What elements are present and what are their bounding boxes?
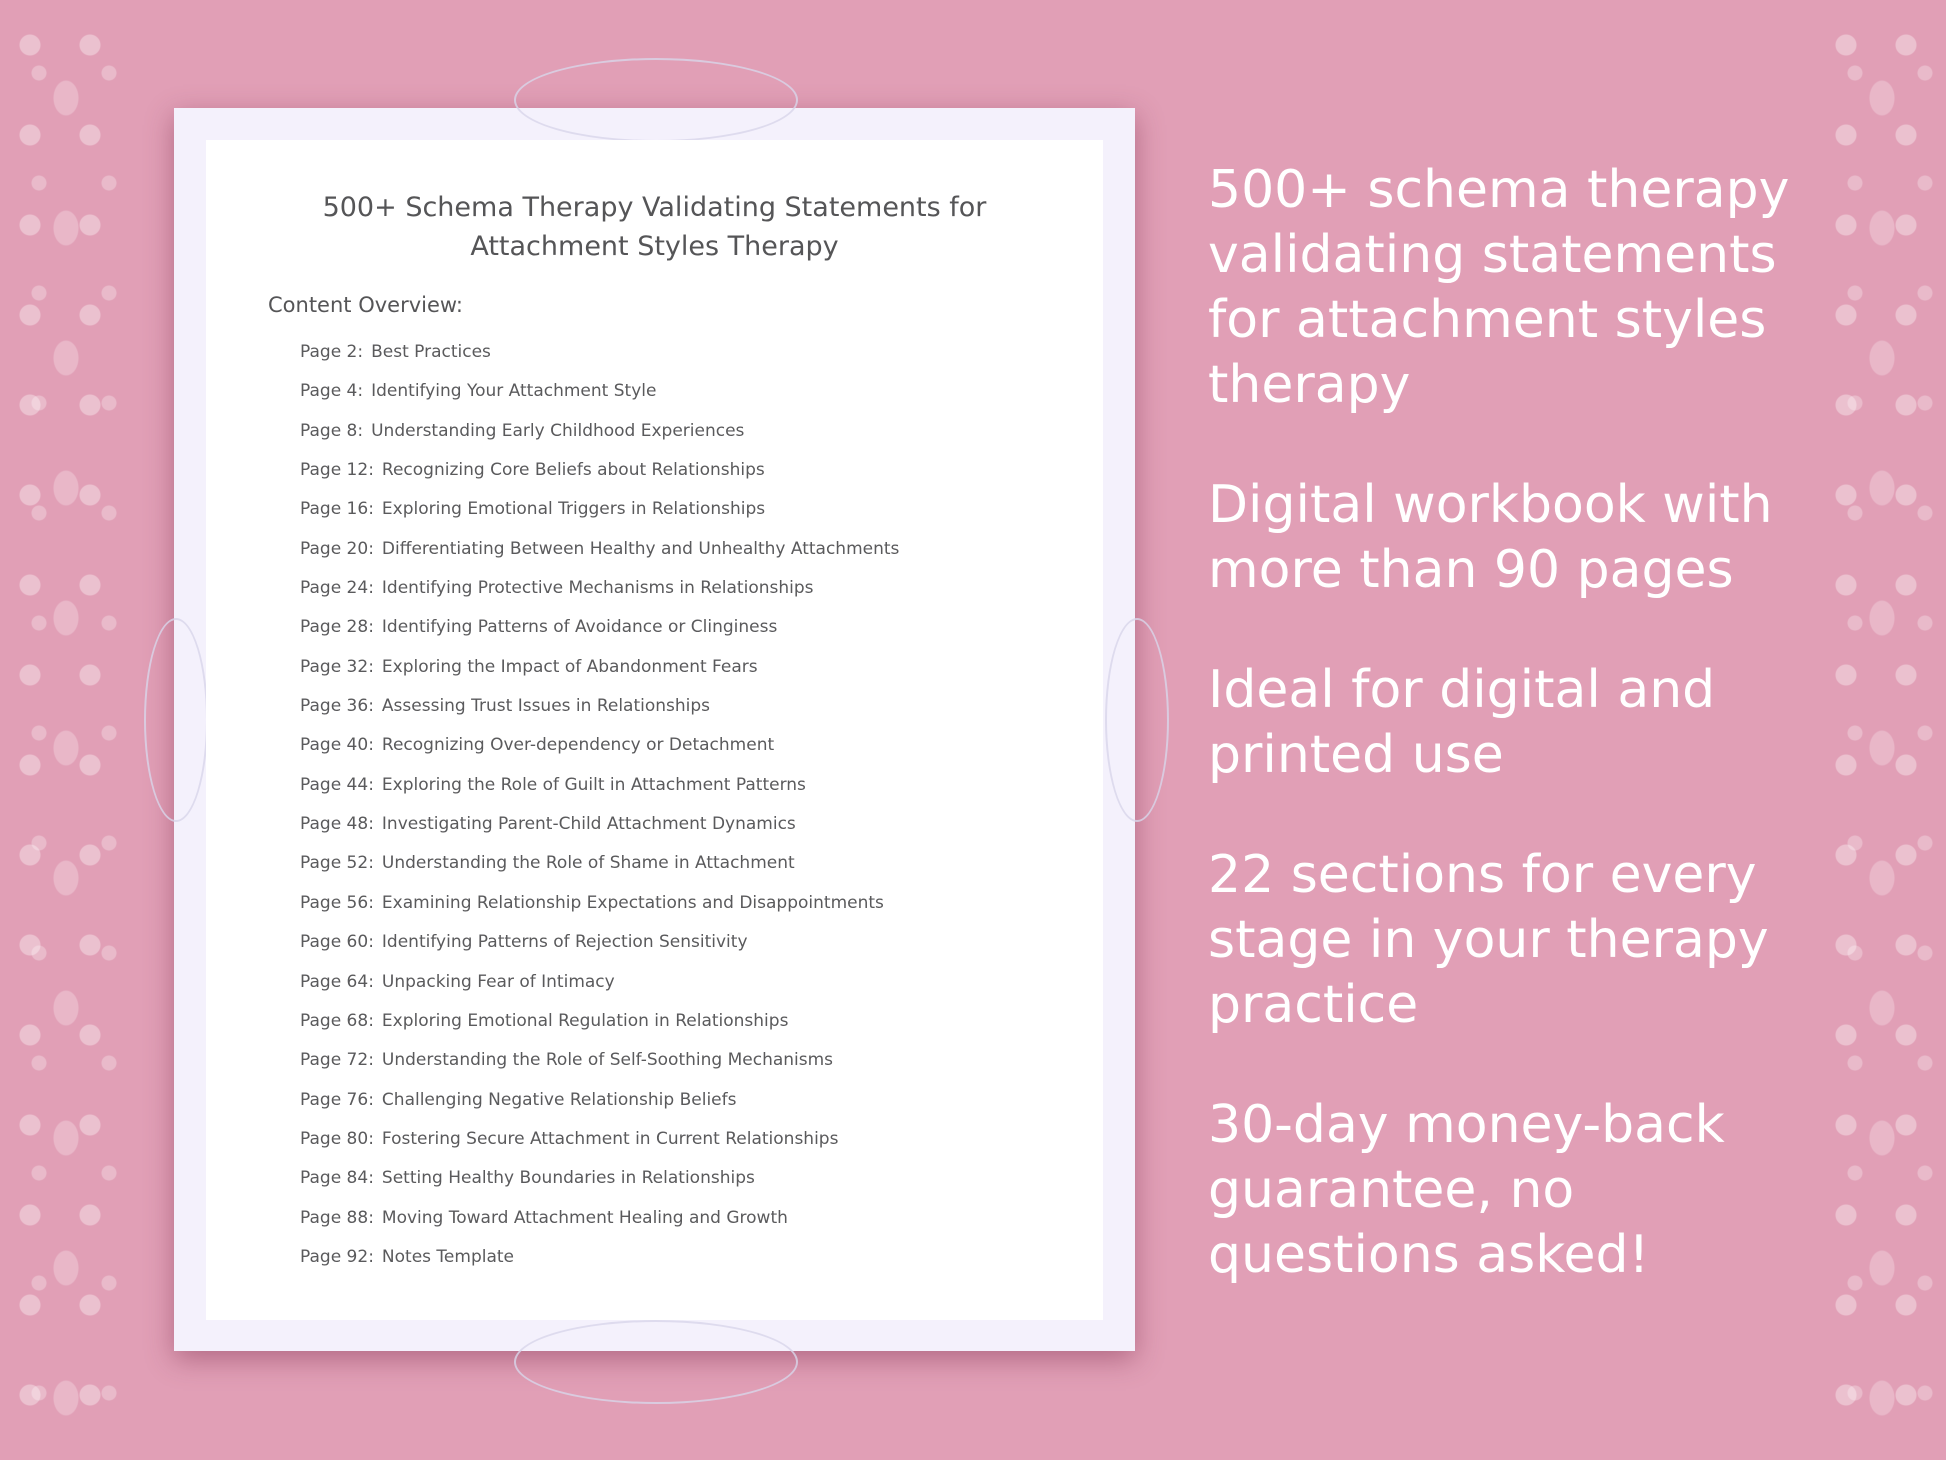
table-of-contents bbox=[300, 342, 899, 1286]
toc-item bbox=[300, 381, 899, 420]
toc-section-title: Unpacking Fear of Intimacy bbox=[381, 971, 615, 992]
toc-page-number: Page 16: bbox=[300, 499, 374, 520]
toc-page-number: Page 28: bbox=[300, 617, 374, 638]
toc-section-title: Moving Toward Attachment Healing and Growth bbox=[381, 1207, 788, 1228]
feature-item bbox=[1208, 158, 1908, 418]
content-overview-label: Content Overview: bbox=[268, 293, 463, 317]
toc-item bbox=[300, 499, 899, 538]
mandala-ornament-top bbox=[514, 58, 798, 142]
toc-section-title: Assessing Trust Issues in Relationships bbox=[381, 696, 711, 717]
feature-list bbox=[1208, 158, 1908, 1343]
document-title-line-2: Attachment Styles Therapy bbox=[470, 231, 839, 262]
toc-item bbox=[300, 460, 899, 499]
toc-page-number: Page 32: bbox=[300, 656, 374, 677]
feature-line: practice bbox=[1208, 975, 1419, 1035]
mandala-ornament-left bbox=[144, 618, 208, 822]
toc-item bbox=[300, 1168, 899, 1207]
toc-section-title: Notes Template bbox=[381, 1246, 514, 1267]
toc-item bbox=[300, 814, 899, 853]
toc-page-number: Page 56: bbox=[300, 892, 374, 913]
toc-page-number: Page 92: bbox=[300, 1246, 374, 1267]
toc-section-title: Setting Healthy Boundaries in Relationships bbox=[381, 1168, 755, 1189]
toc-item bbox=[300, 1208, 899, 1247]
feature-line: for attachment styles bbox=[1208, 290, 1767, 350]
toc-section-title: Challenging Negative Relationship Beliefs bbox=[381, 1089, 737, 1110]
document-preview bbox=[174, 108, 1135, 1351]
feature-line: stage in your therapy bbox=[1208, 910, 1769, 970]
toc-page-number: Page 68: bbox=[300, 1010, 374, 1031]
toc-section-title: Recognizing Core Beliefs about Relationships bbox=[381, 460, 765, 481]
toc-page-number: Page 12: bbox=[300, 460, 374, 481]
feature-item bbox=[1208, 473, 1908, 603]
toc-item bbox=[300, 1247, 899, 1286]
feature-line: printed use bbox=[1208, 725, 1504, 785]
toc-section-title: Examining Relationship Expectations and Disappointments bbox=[381, 892, 884, 913]
toc-section-title: Understanding the Role of Shame in Attachment bbox=[381, 853, 795, 874]
feature-line: Digital workbook with bbox=[1208, 475, 1773, 535]
toc-page-number: Page 2: bbox=[300, 342, 364, 362]
toc-item bbox=[300, 539, 899, 578]
toc-section-title: Identifying Your Attachment Style bbox=[371, 381, 657, 402]
toc-item bbox=[300, 657, 899, 696]
toc-section-title: Identifying Protective Mechanisms in Relationships bbox=[381, 578, 814, 599]
mandala-ornament-right bbox=[1105, 618, 1169, 822]
feature-item bbox=[1208, 658, 1908, 788]
toc-page-number: Page 64: bbox=[300, 971, 374, 992]
toc-item bbox=[300, 1011, 899, 1050]
toc-section-title: Identifying Patterns of Avoidance or Clinginess bbox=[381, 617, 778, 638]
toc-page-number: Page 40: bbox=[300, 735, 374, 756]
toc-section-title: Exploring Emotional Triggers in Relationships bbox=[381, 499, 766, 520]
toc-page-number: Page 88: bbox=[300, 1207, 374, 1228]
feature-item bbox=[1208, 1093, 1908, 1288]
toc-section-title: Best Practices bbox=[371, 342, 491, 362]
document-title bbox=[206, 188, 1103, 266]
toc-page-number: Page 60: bbox=[300, 932, 374, 953]
toc-section-title: Exploring the Role of Guilt in Attachment Patterns bbox=[381, 774, 806, 795]
toc-item bbox=[300, 578, 899, 617]
toc-page-number: Page 72: bbox=[300, 1050, 374, 1071]
toc-page-number: Page 24: bbox=[300, 578, 374, 599]
feature-line: therapy bbox=[1208, 355, 1411, 415]
toc-section-title: Recognizing Over-dependency or Detachment bbox=[381, 735, 775, 756]
toc-item bbox=[300, 1129, 899, 1168]
toc-page-number: Page 44: bbox=[300, 774, 374, 795]
feature-line: questions asked! bbox=[1208, 1225, 1650, 1285]
toc-page-number: Page 4: bbox=[300, 381, 364, 402]
toc-page-number: Page 20: bbox=[300, 538, 374, 559]
toc-item bbox=[300, 421, 899, 460]
toc-page-number: Page 84: bbox=[300, 1168, 374, 1189]
toc-page-number: Page 36: bbox=[300, 696, 374, 717]
feature-line: guarantee, no bbox=[1208, 1160, 1575, 1220]
toc-page-number: Page 80: bbox=[300, 1128, 374, 1149]
toc-item bbox=[300, 972, 899, 1011]
feature-line: 22 sections for every bbox=[1208, 845, 1757, 905]
floral-vine-decoration-left bbox=[0, 0, 130, 1460]
toc-item bbox=[300, 617, 899, 656]
toc-item bbox=[300, 1090, 899, 1129]
feature-item bbox=[1208, 843, 1908, 1038]
toc-item bbox=[300, 342, 899, 381]
toc-item bbox=[300, 1050, 899, 1089]
toc-item bbox=[300, 893, 899, 932]
toc-section-title: Exploring the Impact of Abandonment Fears bbox=[381, 656, 758, 677]
toc-page-number: Page 48: bbox=[300, 814, 374, 835]
feature-line: 500+ schema therapy bbox=[1208, 160, 1790, 220]
toc-section-title: Differentiating Between Healthy and Unhealthy Attachments bbox=[381, 538, 900, 559]
feature-line: more than 90 pages bbox=[1208, 540, 1734, 600]
toc-page-number: Page 76: bbox=[300, 1089, 374, 1110]
toc-section-title: Exploring Emotional Regulation in Relationships bbox=[381, 1010, 789, 1031]
toc-item bbox=[300, 932, 899, 971]
document-title-line-1: 500+ Schema Therapy Validating Statements for bbox=[322, 192, 987, 223]
toc-item bbox=[300, 775, 899, 814]
toc-section-title: Understanding Early Childhood Experiences bbox=[371, 420, 745, 441]
feature-line: Ideal for digital and bbox=[1208, 660, 1716, 720]
mandala-ornament-bottom bbox=[514, 1320, 798, 1404]
toc-page-number: Page 52: bbox=[300, 853, 374, 874]
document-page bbox=[206, 140, 1103, 1320]
toc-section-title: Identifying Patterns of Rejection Sensitivity bbox=[381, 932, 748, 953]
feature-line: validating statements bbox=[1208, 225, 1777, 285]
toc-item bbox=[300, 696, 899, 735]
feature-line: 30-day money-back bbox=[1208, 1095, 1725, 1155]
toc-section-title: Investigating Parent-Child Attachment Dynamics bbox=[381, 814, 796, 835]
toc-section-title: Fostering Secure Attachment in Current Relationships bbox=[381, 1128, 839, 1149]
toc-section-title: Understanding the Role of Self-Soothing Mechanisms bbox=[381, 1050, 834, 1071]
toc-item bbox=[300, 853, 899, 892]
toc-page-number: Page 8: bbox=[300, 420, 364, 441]
toc-item bbox=[300, 735, 899, 774]
